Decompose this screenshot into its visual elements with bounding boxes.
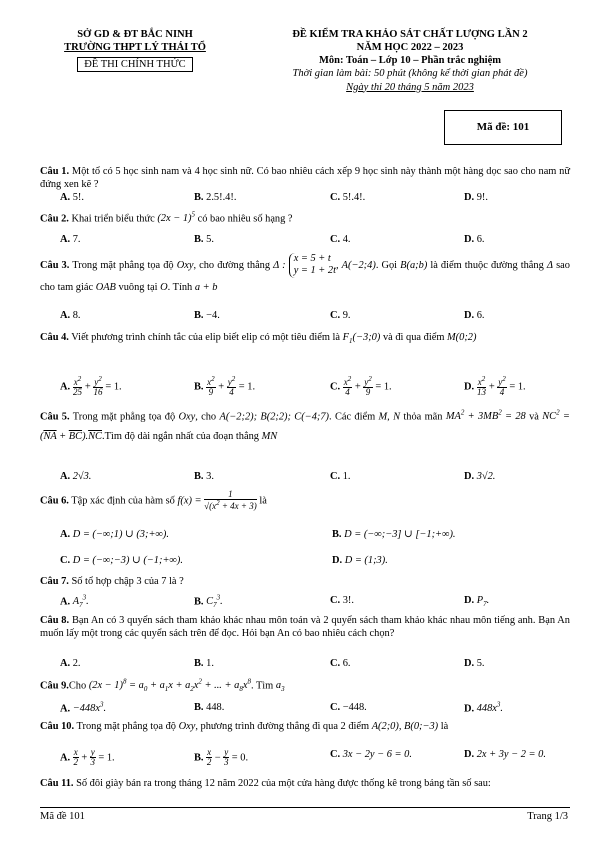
footer-exam-code: Mã đề 101 [40,811,85,822]
question-9-options [60,701,570,715]
option-d: D. 6. [464,234,485,245]
question-2-options [60,233,570,247]
footer-divider [40,807,570,808]
option-a: A. 7. [60,234,81,245]
option-b: B. 2.5!.4!. [194,192,237,203]
question-9 [40,678,570,694]
math-expression: , A(−2;4) [336,259,376,271]
option-c: C. 9. [330,310,351,321]
question-text: Viết phương trình chính tắc của elip biết elip có một tiêu điểm là [71,332,341,343]
option-c: C. 4. [330,234,351,245]
question-text: Cho [68,680,87,692]
option-d: D. $\frac{x^2}{13}$ + $\frac{y^2}{4}$ = 1. [464,375,526,398]
question-text: .Tìm độ dài ngắn nhất của đoạn thẳng [102,431,259,443]
question-6 [40,490,570,512]
question-label: Câu 5. [40,411,70,423]
question-label: Câu 10. [40,721,75,732]
question-4 [40,328,570,348]
option-a: A. 8. [60,310,81,321]
math-expression: A(2;0), B(0;−3) [371,721,439,732]
option-b: B. $\frac{x}{2}$ − $\frac{y}{3}$ = 0. [194,747,249,768]
math-expression: Oxy [176,259,194,271]
math-expression: $(2x - 1)^8 = a_0 + a_1x + a_2x^2$ + ... + $a_8x^8$ [88,678,251,694]
question-10 [40,720,570,733]
math-expression: Oxy [178,721,196,732]
option-c: C. −448. [330,702,367,713]
question-3-options [60,309,570,323]
question-text: Số đôi giày bán ra trong tháng 12 năm 2022 của một cửa hàng được thống kê trong bảng tần số sau: [76,778,491,789]
option-c: C. 6. [330,658,351,669]
question-label: Câu 11. [40,778,74,789]
math-expression: M, N [378,411,401,423]
option-b: B. $C_7^3$. [194,594,223,610]
option-d: D. $P_7$. [464,595,490,609]
math-expression: f(x) = [177,495,202,507]
question-text: là [259,495,267,507]
option-b: B. 1. [194,658,214,669]
question-text: . Tính [167,281,193,293]
question-text: và [529,411,539,423]
option-d: D. 2x + 3y − 2 = 0. [464,749,546,760]
time-line: Thời gian làm bài: 50 phút (không kể thời gian phát đề) [292,68,528,80]
question-3 [40,253,570,298]
question-text: Bạn An có 3 quyển sách tham khảo khác nhau môn toán và 2 quyển sách tham khảo khác nhau môn tiếng anh. Bạn An muốn lấy một trong các quyển sách trên để đọc. Hỏi bạn An có bao nhiêu cách chọn? [40,615,570,639]
question-1 [40,165,570,191]
option-b: B. 448. [194,702,225,713]
question-text: . Các điểm [329,411,376,423]
question-6-options-row1 [60,528,570,542]
option-a: A. 5!. [60,192,84,203]
question-6-options-row2 [60,554,570,568]
question-5-options [60,470,570,484]
math-system: x = 5 + t y = 1 + 2t [289,253,336,278]
exam-code-box: Mã đề: 101 [444,110,562,145]
question-label: Câu 2. [40,213,69,225]
math-expression: $a_3$ [275,680,285,694]
option-a: A. D = (−∞;1) ∪ (3;+∞). [60,529,169,540]
option-d: D. 3√2. [464,471,496,482]
question-label: Câu 8. [40,615,70,626]
math-expression: M(0;2) [447,332,477,343]
question-label: Câu 4. [40,332,69,343]
exam-date: Ngày thi 20 tháng 5 năm 2023 [346,81,474,93]
question-text: Số tổ hợp chập 3 của 7 là ? [71,576,184,587]
math-expression: OAB [95,281,116,293]
question-text: . Gọi [375,259,398,271]
option-a: A. $A_7^3$. [60,594,89,610]
question-2 [40,211,570,225]
question-text: thỏa mãn [403,411,443,423]
option-b: B. 5. [194,234,214,245]
option-c: C. 3!. [330,595,354,606]
math-expression: MN [261,431,278,443]
question-label: Câu 1. [40,166,70,177]
option-a: A. $-448x^3$. [60,701,107,715]
question-text: , phương trình đường thẳng đi qua 2 điểm [195,721,370,732]
question-text: và đi qua điểm [382,332,445,343]
school-year: NĂM HỌC 2022 – 2023 [356,42,464,54]
school-name: TRƯỜNG THPT LÝ THÁI TỔ [64,42,206,54]
option-b: B. D = (−∞;−3] ∪ [−1;+∞). [332,529,456,540]
question-text: Một tổ có 5 học sinh nam và 4 học sinh nữ. Có bao nhiêu cách xếp 9 học sinh này thành một hàng dọc sao cho nam nữ đứng xen kẽ ? [40,166,570,190]
question-11 [40,777,570,790]
question-text: Tập xác định của hàm số [71,495,175,507]
math-expression: Δ : [273,259,286,271]
math-expression: A(−2;2); B(2;2); C(−4;7) [219,411,330,423]
math-expression: Δ [546,259,553,271]
question-text: là [440,721,449,732]
question-7 [40,575,570,588]
header-left [40,28,230,72]
question-text: Trong mặt phẳng tọa độ [72,259,174,271]
math-expression: $NC^2 = (\overline{NA} + \overline{BC}).\overline{NC}$ [40,409,570,443]
question-10-options [60,748,570,770]
option-c: C. 1. [330,471,351,482]
option-b: B. $\frac{x^2}{9}$ + $\frac{y^2}{4}$ = 1. [194,375,256,398]
math-fraction: $\frac{1}{√(x^2 + 4x + 3)}$ [204,489,257,512]
question-8-options [60,657,570,671]
question-label: Câu 6. [40,495,69,507]
option-d: D. 9!. [464,192,488,203]
question-text: là điểm thuộc đường thẳng [430,259,544,271]
math-expression: B(a;b) [400,259,428,271]
option-d: D. 5. [464,658,485,669]
department-name: SỞ GD & ĐT BẮC NINH [77,29,193,40]
option-a: A. 2√3. [60,471,92,482]
question-label: Câu 7. [40,576,69,587]
math-expression: $F_1(-3;0)$ [342,332,381,346]
question-text: . Tìm [250,680,274,692]
option-a: A. $\frac{x^2}{25}$ + $\frac{y^2}{16}$ = 1. [60,375,122,398]
exam-title: ĐỀ KIỂM TRA KHẢO SÁT CHẤT LƯỢNG LẦN 2 [292,29,528,40]
question-text: vuông tại [118,281,158,293]
option-a: A. 2. [60,658,81,669]
subject-line: Môn: Toán – Lớp 10 – Phần trắc nghiệm [318,55,501,67]
official-exam-label: ĐỀ THI CHÍNH THỨC [77,57,192,72]
option-d: D. 6. [464,310,485,321]
question-text: , cho [195,411,217,423]
option-a: A. $\frac{x}{2}$ + $\frac{y}{3}$ = 1. [60,747,115,768]
footer-page-number: Trang 1/3 [527,811,568,822]
option-d: D. D = (1;3). [332,555,388,566]
math-expression: $(2x - 1)^5$ [157,211,195,225]
math-expression: $MA^2 + 3MB^2 = 28$ [445,409,526,423]
question-4-options [60,376,570,398]
question-text: có bao nhiêu số hạng ? [197,213,293,225]
option-c: C. D = (−∞;−3) ∪ (−1;+∞). [60,555,183,566]
question-label: Câu 3. [40,259,70,271]
question-1-options [60,191,570,205]
option-c: C. 3x − 2y − 6 = 0. [330,749,412,760]
question-5 [40,407,570,447]
option-b: B. 3. [194,471,214,482]
option-c: C. 5!.4!. [330,192,366,203]
question-text: , cho đường thẳng [193,259,271,271]
question-text: Khai triển biểu thức [71,213,155,225]
header-right [250,28,570,94]
option-d: D. $448x^3$. [464,701,504,715]
question-text: Trong mặt phẳng tọa độ [72,411,176,423]
math-expression: a + b [194,281,218,293]
option-c: C. $\frac{x^2}{4}$ + $\frac{y^2}{9}$ = 1. [330,375,392,398]
math-expression: O [160,281,168,293]
question-label: Câu 9. [40,680,69,692]
math-expression: Oxy [178,411,196,423]
question-8 [40,614,570,640]
option-b: B. −4. [194,310,220,321]
question-text: sao cho tam giác [40,259,570,293]
question-text: Trong mặt phẳng tọa độ [76,721,176,732]
question-7-options [60,594,570,608]
